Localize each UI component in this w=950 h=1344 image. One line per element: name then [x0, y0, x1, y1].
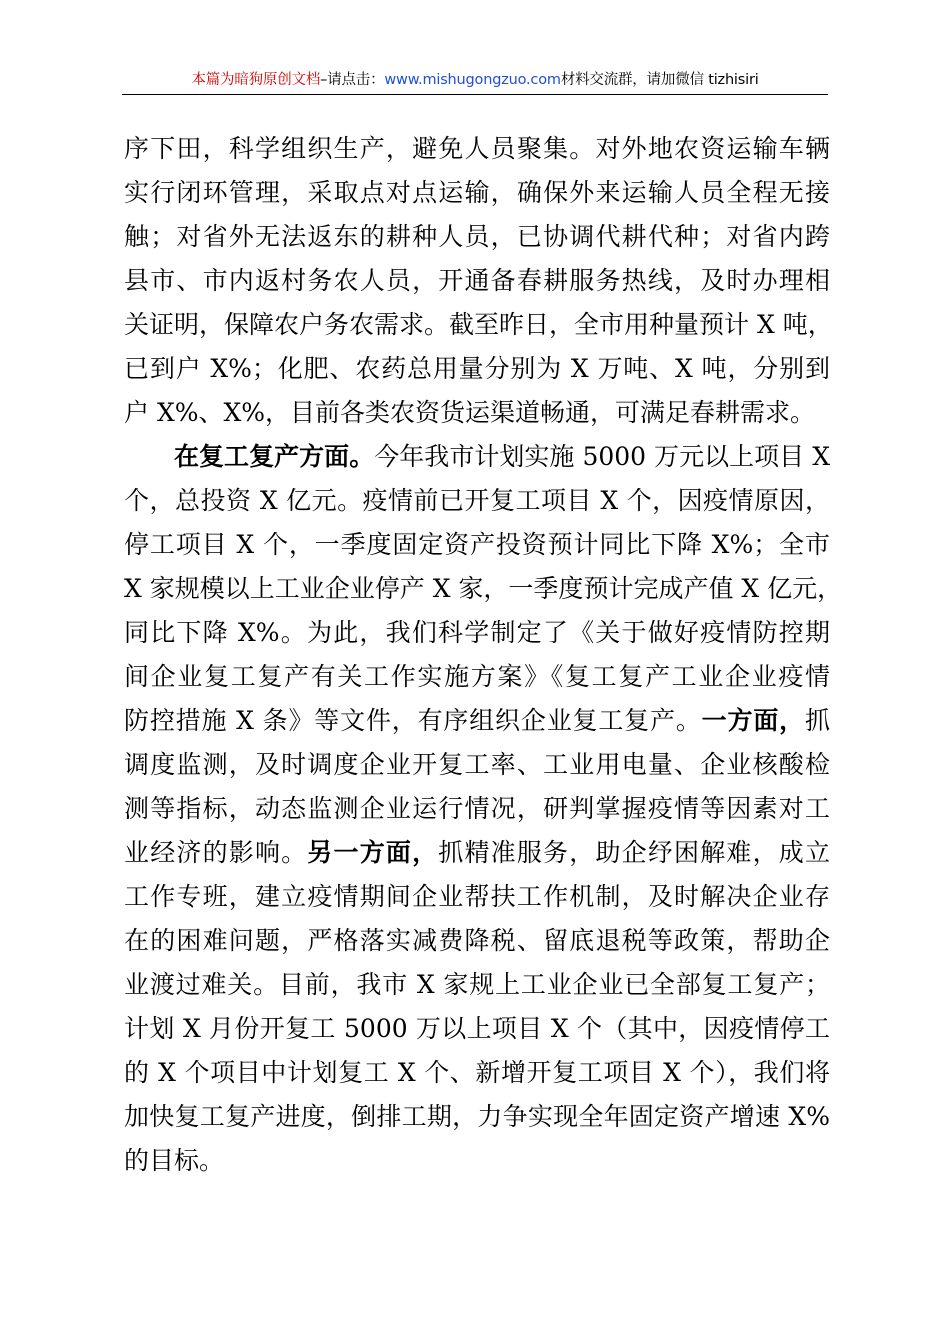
- header-brand-text: 本篇为暗狗原创文档: [191, 72, 321, 88]
- paragraph-line: X 家规模以上工业企业停产 X 家，一季度预计完成产值 X 亿元，: [124, 574, 843, 603]
- paragraph-text: 抓: [804, 706, 830, 735]
- paragraph-line: 的目标。: [124, 1146, 225, 1175]
- paragraph-text: 今年我市计划实施 5000 万元以上项目 X: [374, 442, 830, 471]
- paragraph-text: 抓精准服务，助企纾困解难，成立: [438, 838, 830, 867]
- header-website-link[interactable]: www.mishugongzuo.com: [384, 72, 561, 88]
- paragraph-line: [124, 831, 830, 875]
- paragraph-line: 调度监测，及时调度企业开复工率、工业用电量、企业核酸检: [124, 750, 830, 779]
- document-header: [122, 70, 828, 95]
- paragraph-line: 县市、市内返村务农人员，开通备春耕服务热线，及时办理相: [124, 266, 830, 295]
- emphasis-second-aspect: 另一方面，: [307, 838, 439, 867]
- paragraph-line: 已到户 X%；化肥、农药总用量分别为 X 万吨、X 吨，分别到: [124, 354, 830, 383]
- emphasis-first-aspect: 一方面，: [701, 706, 805, 735]
- section-heading: 在复工复产方面。: [174, 442, 375, 471]
- paragraph-line: 间企业复工复产有关工作实施方案》《复工复产工业企业疫情: [124, 662, 830, 691]
- paragraph-line: [124, 435, 830, 479]
- paragraph-line: 触；对省外无法返东的耕种人员，已协调代耕代种；对省内跨: [124, 222, 830, 251]
- paragraph-line: 关证明，保障农户务农需求。截至昨日，全市用种量预计 X 吨，: [124, 310, 833, 339]
- paragraph-line: 业渡过难关。目前，我市 X 家规上工业企业已全部复工复产；: [124, 970, 830, 999]
- paragraph-line: 序下田，科学组织生产，避免人员聚集。对外地农资运输车辆: [124, 134, 830, 163]
- paragraph-line: [124, 699, 830, 743]
- paragraph-line: 实行闭环管理，采取点对点运输，确保外来运输人员全程无接: [124, 178, 830, 207]
- paragraph-line: 户 X%、X%，目前各类农资货运渠道畅通，可满足春耕需求。: [124, 398, 816, 427]
- paragraph-line: 同比下降 X%。为此，我们科学制定了《关于做好疫情防控期: [124, 618, 830, 647]
- paragraph-line: 工作专班，建立疫情期间企业帮扶工作机制，及时解决企业存: [124, 882, 830, 911]
- header-contact-text: 材料交流群，请加微信 tizhisiri: [560, 72, 759, 88]
- paragraph-line: 测等指标，动态监测企业运行情况，研判掌握疫情等因素对工: [124, 794, 830, 823]
- paragraph-line: 个，总投资 X 亿元。疫情前已开复工项目 X 个，因疫情原因，: [124, 486, 830, 515]
- paragraph-line: 在的困难问题，严格落实减费降税、留底退税等政策，帮助企: [124, 926, 830, 955]
- document-body: [124, 127, 843, 1183]
- paragraph-text: 业经济的影响。: [124, 838, 308, 867]
- paragraph-line: 加快复工复产进度，倒排工期，力争实现全年固定资产增速 X%: [124, 1102, 830, 1131]
- paragraph-text: 防控措施 X 条》等文件，有序组织企业复工复产。: [124, 706, 702, 735]
- paragraph-line: 的 X 个项目中计划复工 X 个、新增开复工项目 X 个），我们将: [124, 1058, 830, 1087]
- paragraph-line: 计划 X 月份开复工 5000 万以上项目 X 个（其中，因疫情停工: [124, 1014, 830, 1043]
- paragraph-line: 停工项目 X 个，一季度固定资产投资预计同比下降 X%；全市: [124, 530, 830, 559]
- header-prompt-text: –请点击：: [320, 72, 385, 88]
